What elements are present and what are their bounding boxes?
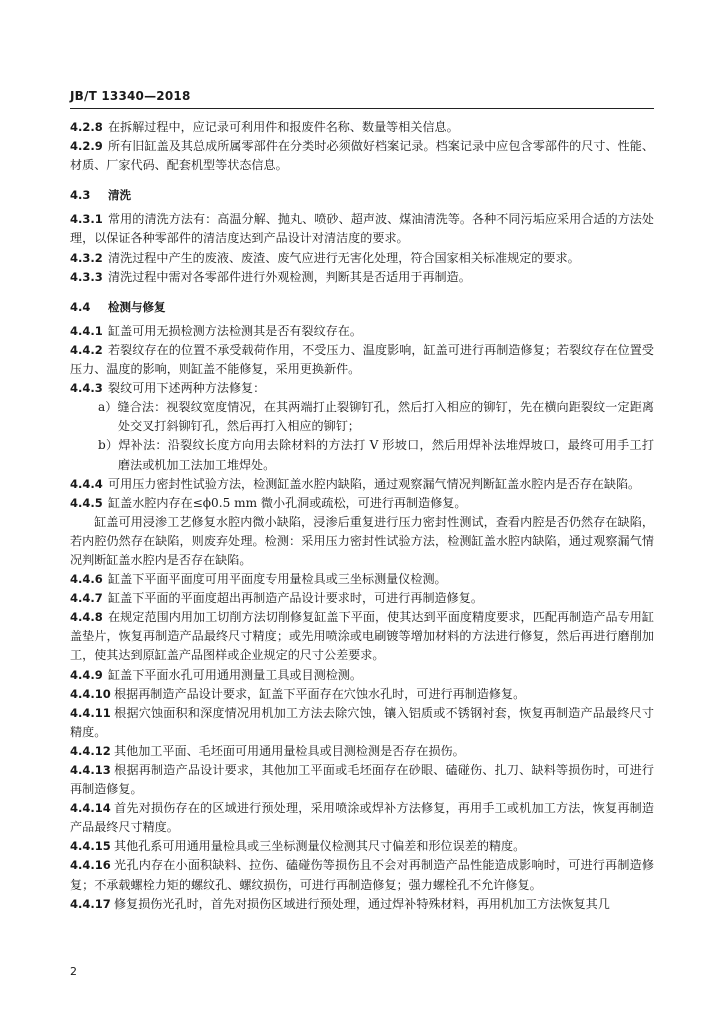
- clause-paragraph: [70, 494, 654, 513]
- section-title: 检测与修复: [108, 299, 166, 314]
- section-heading: [70, 186, 654, 205]
- clause-paragraph: [70, 856, 654, 894]
- clause-paragraph: [70, 685, 654, 704]
- clause-text: 缸盖下平面水孔可用通用测量工具或目测检测。: [108, 667, 362, 682]
- clause-number: 4.4.9: [70, 667, 103, 682]
- clause-text: 首先对损伤存在的区域进行预处理，采用喷涂或焊补方法修复，再用手工或机加工方法，恢复再制造产品最终尺寸精度。: [70, 801, 654, 835]
- clause-number: 4.4.16: [70, 858, 111, 873]
- page-number: 2: [70, 965, 77, 978]
- clause-paragraph: [70, 761, 654, 799]
- clause-number: 4.3.2: [70, 250, 103, 265]
- clause-number: 4.4.2: [70, 342, 103, 357]
- list-item-label: b）: [98, 438, 119, 453]
- clause-number: 4.4.10: [70, 686, 111, 701]
- clause-paragraph: [70, 137, 654, 175]
- clause-paragraph: [70, 799, 654, 837]
- clause-text: 其他加工平面、毛坯面可用通用量检具或目测检测是否存在损伤。: [114, 743, 465, 758]
- clause-number: 4.4.7: [70, 591, 103, 606]
- clause-number: 4.4.11: [70, 705, 111, 720]
- clause-text: 根据再制造产品设计要求，其他加工平面或毛坯面存在砂眼、磕碰伤、扎刀、缺料等损伤时，可进行再制造修复。: [70, 763, 654, 797]
- clause-text: 所有旧缸盖及其总成所属零部件在分类时必须做好档案记录。档案记录中应包含零部件的尺寸、性能、材质、厂家代码、配套机型等状态信息。: [70, 139, 654, 173]
- clause-text: 可用压力密封性试验方法，检测缸盖水腔内缺陷，通过观察漏气情况判断缸盖水腔内是否存在缺陷。: [108, 476, 641, 491]
- clause-paragraph: [70, 589, 654, 608]
- clause-text: 缸盖下平面的平面度超出再制造产品设计要求时，可进行再制造修复。: [108, 591, 483, 606]
- clause-text: 裂纹可用下述两种方法修复：: [108, 381, 266, 396]
- list-item-text: 焊补法：沿裂纹长度方向用去除材料的方法打 V 形坡口，然后用焊补法堆焊坡口，最终可用手工打磨法或机加工法加工堆焊处。: [118, 438, 654, 472]
- clause-paragraph: [70, 704, 654, 742]
- list-item-label: a）: [98, 400, 118, 415]
- continuation-paragraph: 缸盖可用浸渗工艺修复水腔内微小缺陷，浸渗后重复进行压力密封性测试，查看内腔是否仍然存在缺陷，若内腔仍然存在缺陷，则废弃处理。检测：采用压力密封性试验方法，检测缸盖水腔内缺陷，通过观察漏气情况判断缸盖水腔内是否存在缺陷。: [70, 514, 654, 567]
- clause-number: 4.4.1: [70, 323, 103, 338]
- clause-text: 根据穴蚀面积和深度情况用机加工方法去除穴蚀，镶入铝质或不锈钢衬套，恢复再制造产品最终尺寸精度。: [70, 705, 654, 739]
- header-rule: [70, 108, 654, 109]
- clause-paragraph: [70, 249, 654, 268]
- clause-number: 4.4.15: [70, 839, 111, 854]
- clause-text: 在拆解过程中，应记录可利用件和报废件名称、数量等相关信息。: [108, 120, 459, 134]
- clause-text: 若裂纹存在的位置不承受载荷作用，不受压力、温度影响，缸盖可进行再制造修复；若裂纹存在位置受压力、温度的影响，则缸盖不能修复，采用更换新件。: [70, 342, 654, 377]
- clause-paragraph: [70, 570, 654, 589]
- clause-paragraph: [70, 210, 654, 248]
- clause-number: 4.4.3: [70, 381, 103, 396]
- clause-number: 4.4.6: [70, 572, 103, 587]
- clause-number: 4.4.12: [70, 743, 111, 758]
- clause-text: 修复损伤光孔时，首先对损伤区域进行预处理，通过焊补特殊材料，再用机加工方法恢复其几: [114, 896, 610, 911]
- clause-text: 常用的清洗方法有：高温分解、抛丸、喷砂、超声波、煤油清洗等。各种不同污垢应采用合适的方法处理，以保证各种零部件的清洁度达到产品设计对清洁度的要求。: [70, 212, 654, 246]
- clause-number: 4.4.4: [70, 476, 103, 491]
- clause-paragraph: [70, 322, 654, 341]
- clause-paragraph: [70, 895, 654, 914]
- section-title: 清洗: [108, 188, 131, 203]
- clause-text: 缸盖下平面平面度可用平面度专用量检具或三坐标测量仪检测。: [108, 572, 447, 587]
- clause-paragraph: [70, 475, 654, 494]
- clause-text: 缸盖水腔内存在≤ϕ0.5 mm 微小孔洞或疏松，可进行再制造修复。: [108, 495, 467, 510]
- clause-paragraph: [70, 837, 654, 856]
- clause-number: 4.2.9: [70, 139, 103, 154]
- clause-text: 清洗过程中产生的废液、废渣、废气应进行无害化处理，符合国家相关标准规定的要求。: [108, 250, 580, 265]
- clause-text: 清洗过程中需对各零部件进行外观检测，判断其是否适用于再制造。: [108, 269, 471, 284]
- clause-number: 4.3.3: [70, 269, 103, 284]
- clause-text: 其他孔系可用通用量检具或三坐标测量仪检测其尺寸偏差和形位误差的精度。: [114, 839, 526, 854]
- clause-text: 根据再制造产品设计要求，缸盖下平面存在穴蚀水孔时，可进行再制造修复。: [114, 686, 526, 701]
- section-number: 4.3: [70, 188, 91, 203]
- clause-number: 4.3.1: [70, 212, 103, 227]
- clause-number: 4.4.13: [70, 763, 111, 777]
- clause-paragraph: [70, 666, 654, 685]
- document-body: [70, 118, 654, 914]
- clause-number: 4.4.17: [70, 896, 111, 911]
- clause-paragraph: [70, 268, 654, 287]
- clause-number: 4.2.8: [70, 120, 103, 134]
- section-heading: [70, 298, 654, 317]
- list-item: [70, 436, 654, 474]
- clause-text: 在规定范围内用加工切削方法切削修复缸盖下平面，使其达到平面度精度要求，匹配再制造产品专用缸盖垫片，恢复再制造产品最终尺寸精度；或先用喷涂或电刷镀等增加材料的方法进行修复，然后再进行磨削加工，使其达到原缸盖产品图样或企业规定的尺寸公差要求。: [70, 610, 654, 663]
- clause-paragraph: [70, 379, 654, 398]
- clause-paragraph: [70, 608, 654, 665]
- section-number: 4.4: [70, 299, 91, 314]
- document-code: JB/T 13340—2018: [70, 89, 191, 103]
- clause-text: 光孔内存在小面积缺料、拉伤、磕碰伤等损伤且不会对再制造产品性能造成影响时，可进行再制造修复；不承载螺栓力矩的螺纹孔、螺纹损伤，可进行再制造修复；强力螺栓孔不允许修复。: [70, 858, 654, 892]
- list-item-text: 缝合法：视裂纹宽度情况，在其两端打止裂铆钉孔，然后打入相应的铆钉，先在横向距裂纹一定距离处交叉打斜铆钉孔，然后再打入相应的铆钉；: [117, 400, 654, 434]
- list-item: [70, 398, 654, 436]
- clause-paragraph: [70, 742, 654, 761]
- clause-number: 4.4.5: [70, 495, 103, 510]
- clause-number: 4.4.14: [70, 801, 111, 816]
- clause-paragraph: [70, 118, 654, 137]
- clause-text: 缸盖可用无损检测方法检测其是否有裂纹存在。: [108, 323, 362, 338]
- clause-paragraph: [70, 341, 654, 379]
- clause-number: 4.4.8: [70, 610, 103, 625]
